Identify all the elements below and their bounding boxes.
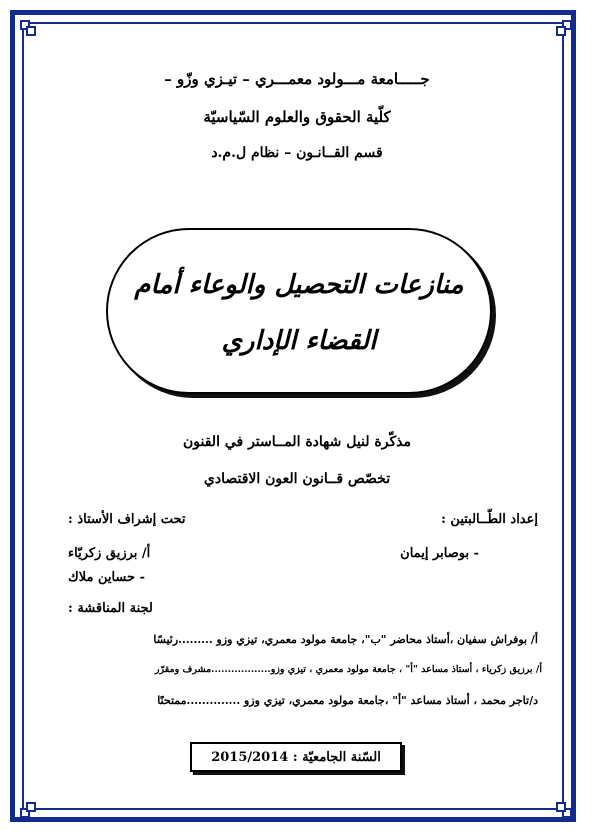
corner-ornament-bottom-left [20, 798, 40, 818]
supervisor-name: أ/ برزيق زكريّاء [68, 546, 151, 561]
faculty-name: كلّية الحقوق والعلوم السّياسيّة [203, 108, 391, 126]
committee-member-2: أ/ برزيق زكرياء ، أستاذ مساعد "أ" ، جامعة مولود معمري ، تيزي وزو..................مشرف ومقرّر [154, 664, 542, 675]
corner-ornament-top-right [552, 20, 572, 40]
inner-border [22, 22, 564, 810]
department-name: قسم القــانـون – نظام ل.م.د [211, 145, 383, 161]
academic-year: السّنة الجامعيّة : 2015/2014 [211, 749, 381, 765]
committee-label: لجنة المناقشة : [68, 601, 153, 616]
academic-year-box [190, 742, 402, 772]
committee-member-3: د/تاجر محمد ، أستاذ مساعد "أ" ،جامعة مولود معمري، تيزي وزو ..............ممتحنًا [157, 694, 538, 707]
thesis-title-line-2: القضاء الإداري [221, 326, 377, 356]
thesis-title-line-1: منازعات التحصيل والوعاء أمام [134, 270, 464, 300]
corner-ornament-top-left [20, 20, 40, 40]
supervisor-label: تحت إشراف الأستاذ : [68, 512, 186, 527]
corner-ornament-bottom-right [552, 798, 572, 818]
memo-description: مذكّرة لنيل شهادة المــاستر في القنون [182, 434, 411, 450]
students-label: إعداد الطّــالبتين : [441, 512, 538, 527]
committee-member-1: أ/ بوفراش سفيان ،أستاذ محاضر "ب"، جامعة مولود معمري، تيزي وزو .........رئيسًا [153, 633, 538, 646]
university-name: جـــــامعة مـــولود معمـــري – تيـزي وزّو – [164, 70, 430, 88]
student-name-1: - بوصابر إيمان [400, 546, 479, 561]
specialty: تخصّص قــانون العون الاقتصادي [203, 471, 391, 487]
thesis-title-box [106, 228, 492, 394]
student-name-2: - حساين ملاك [68, 570, 145, 585]
